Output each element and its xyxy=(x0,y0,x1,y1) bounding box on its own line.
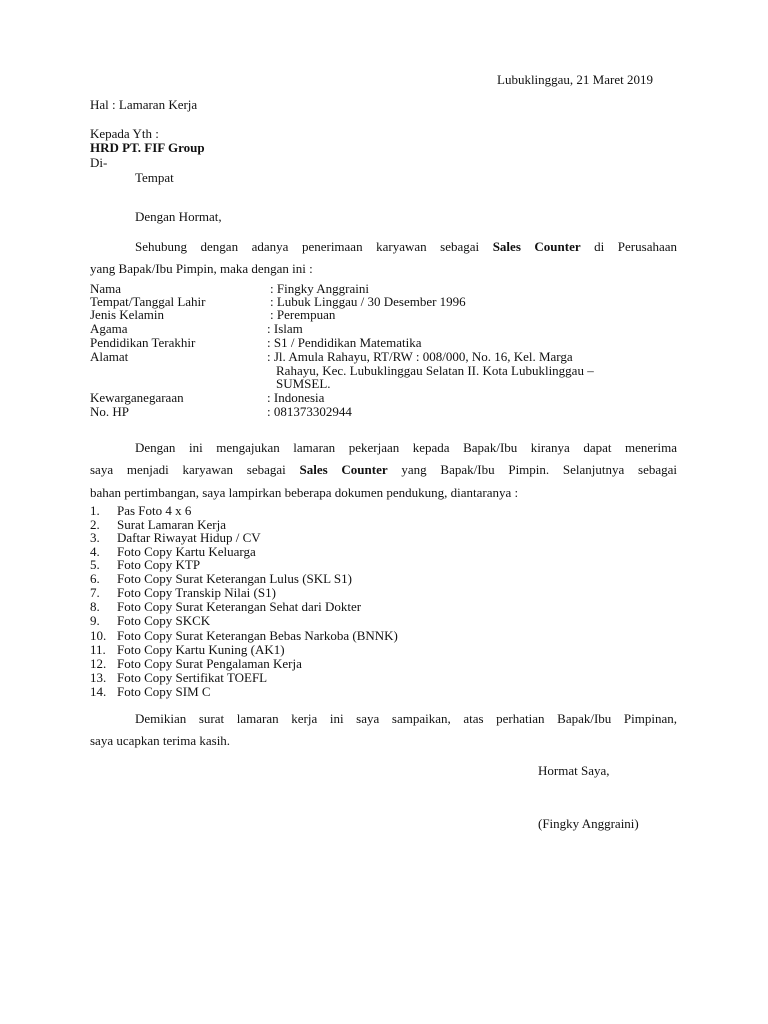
list-text: Foto Copy KTP xyxy=(117,557,201,572)
list-number: 10. xyxy=(90,628,107,643)
intro-before: Sehubung dengan adanya penerimaan karyawan sebagai xyxy=(135,239,493,254)
personal-label: Kewarganegaraan xyxy=(90,390,184,405)
alamat-continuation-2: SUMSEL. xyxy=(276,376,331,391)
body-line-2 xyxy=(90,463,677,477)
personal-value: : Indonesia xyxy=(267,390,325,405)
personal-value: : Lubuk Linggau / 30 Desember 1996 xyxy=(270,294,466,309)
list-number: 8. xyxy=(90,599,100,614)
list-text: Daftar Riwayat Hidup / CV xyxy=(117,530,261,545)
list-text: Foto Copy Kartu Keluarga xyxy=(117,544,256,559)
personal-value: : Fingky Anggraini xyxy=(270,281,369,296)
personal-label: Nama xyxy=(90,281,122,296)
signature-name: (Fingky Anggraini) xyxy=(538,816,639,831)
list-text: Foto Copy Kartu Kuning (AK1) xyxy=(117,642,285,657)
intro-after: di Perusahaan xyxy=(580,239,678,254)
closing-line-2: saya ucapkan terima kasih. xyxy=(90,733,231,748)
list-text: Foto Copy SKCK xyxy=(117,613,211,628)
list-text: Foto Copy Sertifikat TOEFL xyxy=(117,670,268,685)
list-text: Foto Copy Surat Keterangan Lulus (SKL S1) xyxy=(117,571,352,586)
intro-line-1 xyxy=(90,240,677,254)
personal-label: Alamat xyxy=(90,349,129,364)
list-number: 12. xyxy=(90,656,107,671)
place-date: Lubuklinggau, 21 Maret 2019 xyxy=(497,72,653,87)
list-number: 4. xyxy=(90,544,100,559)
personal-label: Tempat/Tanggal Lahir xyxy=(90,294,206,309)
list-number: 11. xyxy=(90,642,106,657)
alamat-continuation-1: Rahayu, Kec. Lubuklinggau Selatan II. Kota Lubuklinggau – xyxy=(276,363,594,378)
di-label: Di- xyxy=(90,155,108,170)
list-number: 6. xyxy=(90,571,100,586)
body-position: Sales Counter xyxy=(299,462,388,477)
to-label: Kepada Yth : xyxy=(90,126,159,141)
personal-label: Agama xyxy=(90,321,128,336)
intro-line-2: yang Bapak/Ibu Pimpin, maka dengan ini : xyxy=(90,261,313,276)
greeting: Dengan Hormat, xyxy=(135,209,222,224)
personal-value: : S1 / Pendidikan Matematika xyxy=(267,335,422,350)
list-text: Foto Copy Transkip Nilai (S1) xyxy=(117,585,276,600)
body-line-2-before: saya menjadi karyawan sebagai xyxy=(90,462,300,477)
signoff: Hormat Saya, xyxy=(538,763,610,778)
personal-label: No. HP xyxy=(90,404,130,419)
list-number: 14. xyxy=(90,684,107,699)
list-text: Foto Copy Surat Keterangan Bebas Narkoba (BNNK) xyxy=(117,628,398,643)
list-number: 13. xyxy=(90,670,107,685)
list-text: Foto Copy Surat Pengalaman Kerja xyxy=(117,656,302,671)
list-number: 2. xyxy=(90,517,100,532)
list-text: Surat Lamaran Kerja xyxy=(117,517,227,532)
closing-line-1: Demikian surat lamaran kerja ini saya sampaikan, atas perhatian Bapak/Ibu Pimpinan, xyxy=(135,711,677,726)
tempat-label: Tempat xyxy=(135,170,174,185)
personal-label: Jenis Kelamin xyxy=(90,307,165,322)
personal-value: : 081373302944 xyxy=(267,404,352,419)
list-text: Foto Copy Surat Keterangan Sehat dari Dokter xyxy=(117,599,362,614)
list-number: 1. xyxy=(90,503,100,518)
body-line-3: bahan pertimbangan, saya lampirkan beberapa dokumen pendukung, diantaranya : xyxy=(90,485,519,500)
letter-subject: Hal : Lamaran Kerja xyxy=(90,97,198,112)
list-number: 3. xyxy=(90,530,100,545)
personal-value: : Perempuan xyxy=(270,307,336,322)
intro-position: Sales Counter xyxy=(492,239,581,254)
personal-label: Pendidikan Terakhir xyxy=(90,335,196,350)
body-line-2-after: yang Bapak/Ibu Pimpin. Selanjutnya sebagai xyxy=(387,462,678,477)
personal-value: : Jl. Amula Rahayu, RT/RW : 008/000, No. 16, Kel. Marga xyxy=(267,349,573,364)
recipient: HRD PT. FIF Group xyxy=(90,140,205,155)
personal-value: : Islam xyxy=(267,321,303,336)
body-line-1: Dengan ini mengajukan lamaran pekerjaan kepada Bapak/Ibu kiranya dapat menerima xyxy=(135,440,677,455)
list-text: Pas Foto 4 x 6 xyxy=(117,503,192,518)
list-number: 5. xyxy=(90,557,100,572)
list-number: 7. xyxy=(90,585,100,600)
list-text: Foto Copy SIM C xyxy=(117,684,211,699)
list-number: 9. xyxy=(90,613,100,628)
